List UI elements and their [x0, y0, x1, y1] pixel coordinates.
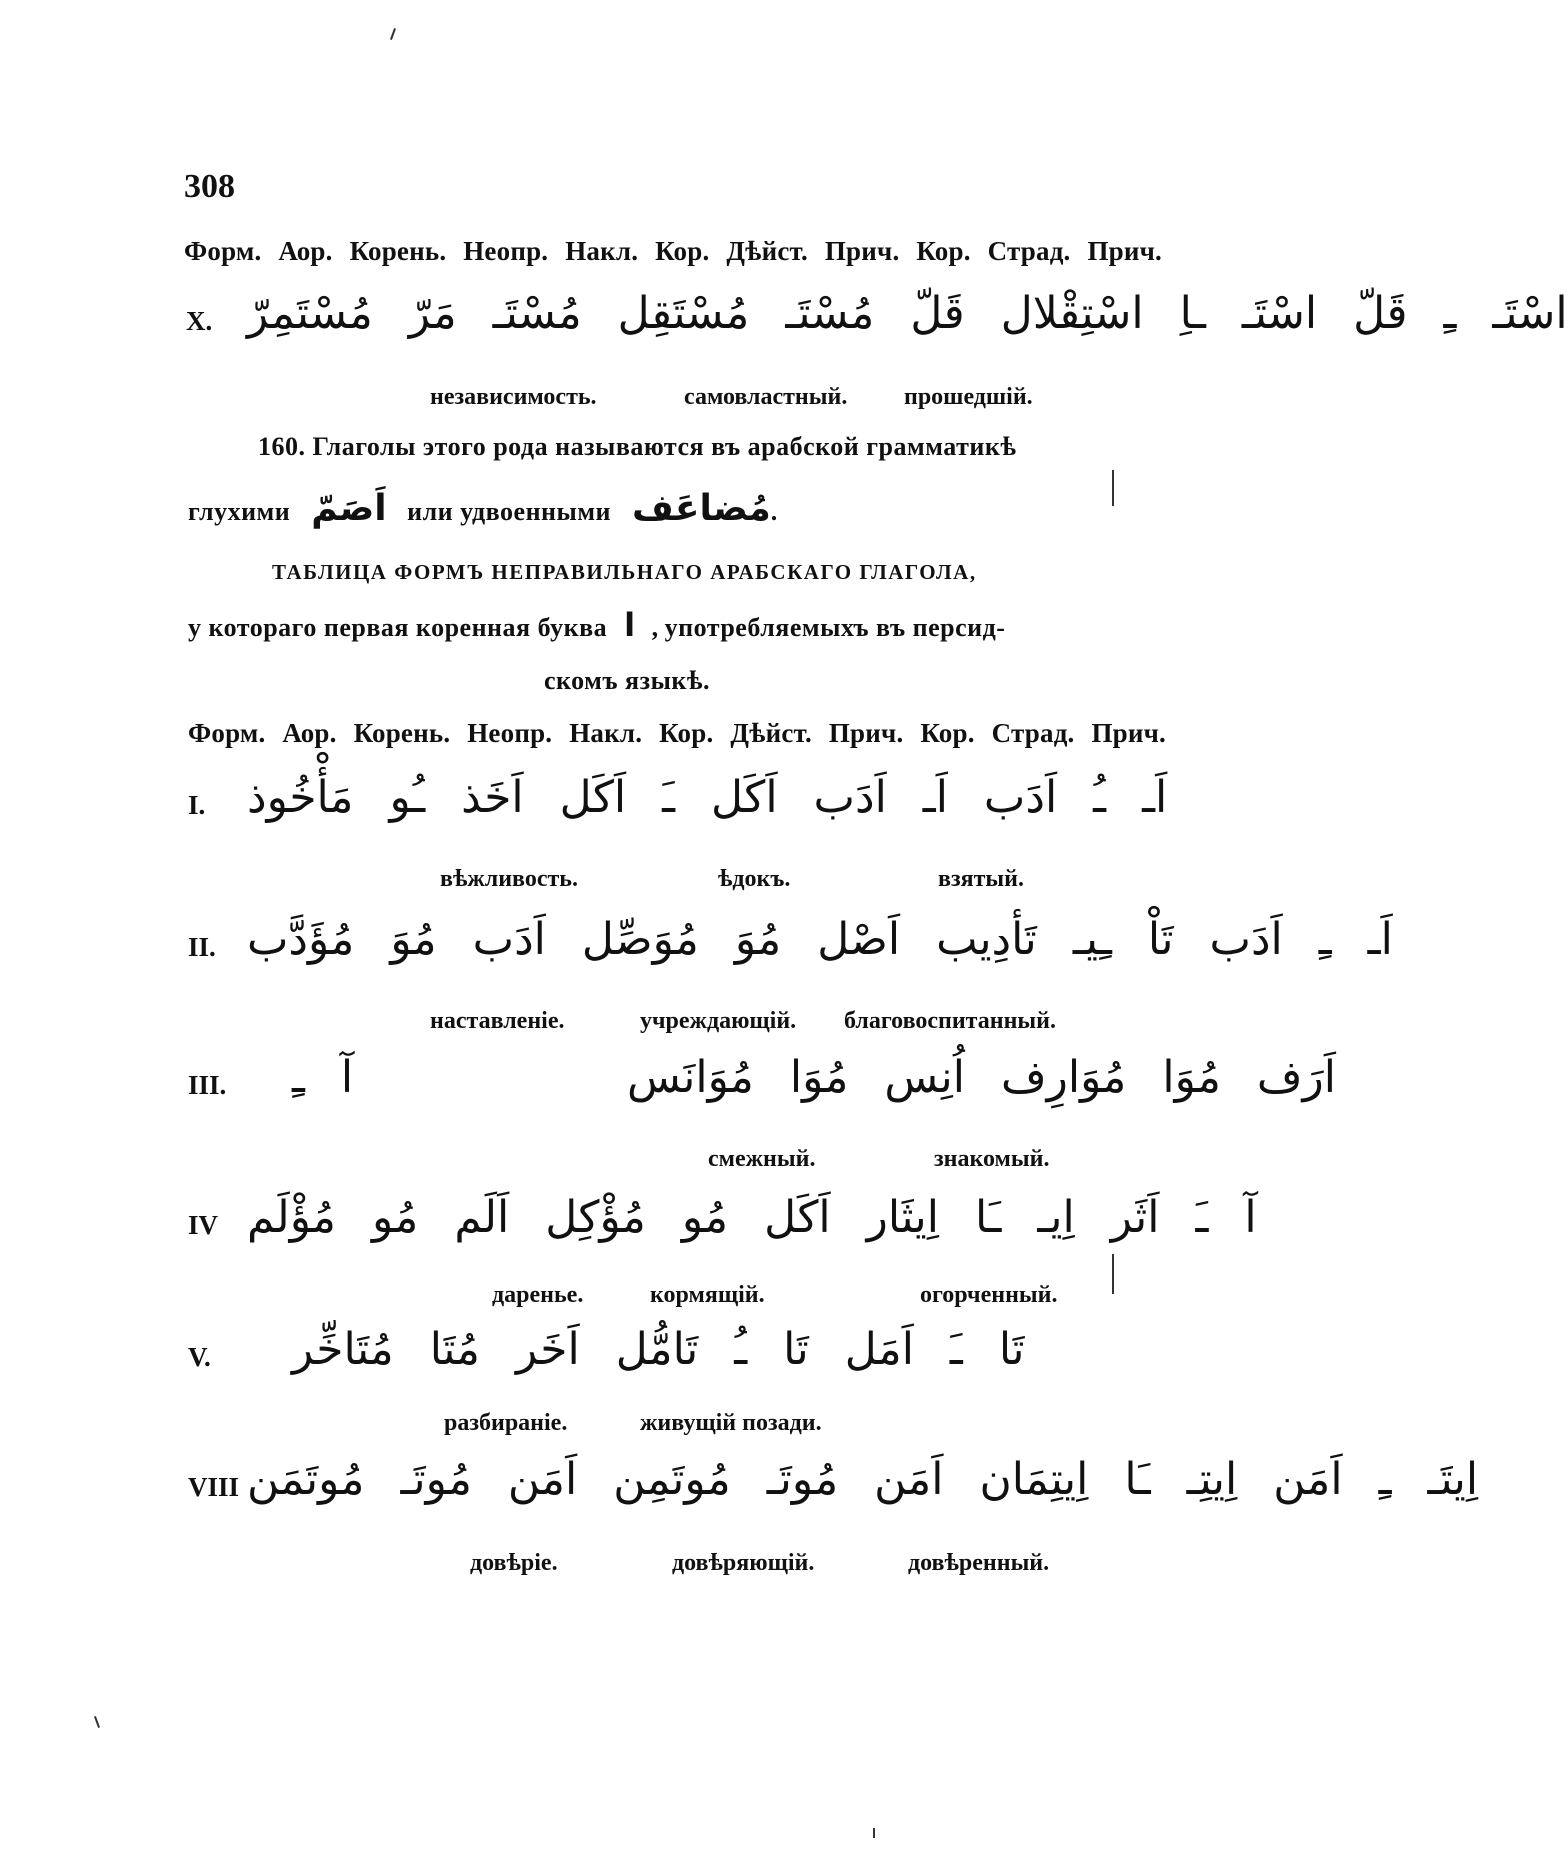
arabic-form: اَكَل — [764, 1192, 831, 1243]
arabic-form: اَخَذ — [461, 772, 524, 823]
arabic-form: ـُ — [1093, 772, 1107, 823]
meaning: ѣдокъ. — [718, 866, 791, 892]
arabic-form: مُسْتَمِرّ — [247, 288, 373, 339]
meaning: вѣжливость. — [440, 866, 578, 892]
arabic-form: اُنِس — [884, 1052, 965, 1103]
arabic-form: تَامُّل — [615, 1324, 699, 1375]
arabic-form: مُوَصِّل — [581, 914, 699, 965]
arabic-form: ـَ — [662, 772, 676, 823]
form-numeral: X. — [186, 306, 213, 336]
arabic-letter: ا — [624, 606, 636, 644]
arabic-forms-row — [605, 1052, 1336, 1103]
arabic-form: ـاِ — [1179, 288, 1206, 339]
arabic-term: مُضاعَف — [632, 488, 771, 529]
arabic-form: اسْتَـ — [1492, 288, 1568, 339]
arabic-form: اَخَر — [516, 1324, 580, 1375]
arabic-forms-row — [225, 1192, 1257, 1243]
arabic-form: اَدَب — [472, 914, 546, 965]
text: у котораго первая коренная буква — [188, 613, 608, 642]
form-numeral: VIII — [188, 1472, 240, 1502]
meaning: кормящій. — [650, 1282, 765, 1308]
arabic-form: مُسْتَـ — [492, 288, 582, 339]
meaning: самовластный. — [684, 384, 848, 410]
arabic-form: مَرّ — [408, 288, 457, 339]
arabic-form: مُؤْلَم — [247, 1192, 336, 1243]
arabic-form: مُؤْكِل — [545, 1192, 646, 1243]
header-cell: Корень. — [353, 718, 451, 748]
arabic-form: اَمَن — [874, 1454, 944, 1505]
header-cell: Кор. — [659, 718, 714, 748]
arabic-form: اَمَن — [1273, 1454, 1343, 1505]
arabic-form: ـِ — [1318, 914, 1332, 965]
meaning: разбираніе. — [444, 1410, 568, 1436]
print-speck — [1112, 1254, 1114, 1294]
arabic-form: ـُو — [389, 772, 426, 823]
header-cell: Страд. — [991, 718, 1075, 748]
text: , употребляемыхъ въ персид- — [651, 613, 1006, 642]
arabic-form: اَدَب — [1209, 914, 1283, 965]
arabic-form: مُوتَـ — [400, 1454, 472, 1505]
arabic-form: ـِيـ — [1072, 914, 1112, 965]
arabic-form: تَاْ — [1147, 914, 1174, 965]
arabic-form: اَصْل — [817, 914, 901, 965]
header-cell: Прич. — [1087, 236, 1163, 266]
arabic-form: ـِ — [292, 1052, 305, 1103]
arabic-form: اَلَم — [454, 1192, 510, 1243]
arabic-form: اِيتِمَان — [979, 1454, 1089, 1505]
arabic-form: اَرَف — [1256, 1052, 1336, 1103]
meaning: дареньe. — [492, 1282, 584, 1308]
header-cell: Кор. — [916, 236, 971, 266]
table-header-form-x — [184, 236, 1172, 267]
meaning: благовоспитанный. — [844, 1008, 1056, 1034]
arabic-form: ـُ — [734, 1324, 748, 1375]
arabic-form: اَثَر — [1110, 1192, 1160, 1243]
arabic-form: مُسْتَقِل — [617, 288, 750, 339]
arabic-form: اَمَل — [844, 1324, 914, 1375]
form-numeral: V. — [188, 1342, 211, 1372]
arabic-form: اَدَب — [983, 772, 1058, 823]
arabic-form: اَـ — [1367, 914, 1393, 965]
arabic-forms-row — [270, 1324, 1025, 1375]
form-numeral: IV — [188, 1210, 219, 1240]
header-cell: Неопр. — [467, 718, 553, 748]
arabic-form: ـَ — [1195, 1192, 1209, 1243]
arabic-form: مُتَاخِّر — [292, 1324, 394, 1375]
meaning: независимость. — [430, 384, 597, 410]
arabic-form: ـَا — [975, 1192, 1002, 1243]
arabic-form: اَمَن — [507, 1454, 578, 1505]
arabic-form: اَكَل — [711, 772, 778, 823]
arabic-form: ـِ — [1378, 1454, 1392, 1505]
arabic-term: اَصَمّ — [311, 488, 387, 529]
arabic-form: اَكَل — [559, 772, 627, 823]
header-cell: Прич. — [824, 236, 900, 266]
print-speck — [390, 28, 396, 40]
form-numeral: II. — [188, 932, 216, 962]
header-cell: Аор. — [278, 236, 333, 266]
meaning: довѣряющій. — [672, 1550, 815, 1576]
arabic-form: قَلّ — [1353, 288, 1408, 339]
arabic-forms-row — [225, 1454, 1479, 1505]
arabic-forms-row — [225, 914, 1393, 965]
arabic-form: اَدَب — [813, 772, 887, 823]
text: глухими — [188, 497, 291, 526]
header-cell: Дѣйст. — [730, 718, 812, 748]
arabic-form: مُوَ — [734, 914, 782, 965]
header-cell: Накл. — [569, 718, 643, 748]
meaning: смежный. — [708, 1146, 816, 1172]
arabic-form: آ — [1244, 1192, 1257, 1243]
header-cell: Страд. — [987, 236, 1071, 266]
arabic-form: قَلّ — [910, 288, 965, 339]
meaning: прошедшій. — [904, 384, 1033, 410]
header-cell: Форм. — [188, 718, 266, 748]
arabic-form: اِيتَـ — [1427, 1454, 1479, 1505]
form-numeral: I. — [188, 790, 206, 820]
arabic-form: ـَا — [1124, 1454, 1151, 1505]
arabic-form-left — [270, 1052, 353, 1103]
header-cell: Кор. — [655, 236, 710, 266]
arabic-form: ـَ — [949, 1324, 963, 1375]
arabic-form: اِيثَار — [866, 1192, 940, 1243]
arabic-form: اسْتِقْلال — [1000, 288, 1144, 339]
arabic-form: مُوَارِف — [1000, 1052, 1127, 1103]
meaning: учреждающій. — [640, 1008, 797, 1034]
arabic-form: مُوَا — [1162, 1052, 1221, 1103]
arabic-forms-row — [225, 288, 1568, 339]
header-cell: Прич. — [828, 718, 904, 748]
arabic-form: اِيـ — [1037, 1192, 1075, 1243]
arabic-form: اَـ — [1142, 772, 1168, 823]
meaning: взятый. — [938, 866, 1024, 892]
meaning: довѣріе. — [470, 1550, 558, 1576]
meaning: живущій позади. — [640, 1410, 822, 1436]
meaning: наставленіе. — [430, 1008, 565, 1034]
meaning: знакомый. — [934, 1146, 1050, 1172]
paragraph-160-line1: 160. Глаголы этого рода называются въ арабской грамматикѣ — [258, 432, 1017, 461]
arabic-form: مُو — [681, 1192, 729, 1243]
header-cell: Корень. — [349, 236, 447, 266]
header-cell: Форм. — [184, 236, 262, 266]
print-speck — [94, 1716, 100, 1728]
print-speck — [1112, 470, 1114, 506]
arabic-form: مُوتَـ — [766, 1454, 839, 1505]
table-title: ТАБЛИЦА ФОРМЪ НЕПРАВИЛЬНАГО АРАБСКАГО ГЛАГОЛА, — [272, 560, 977, 584]
page-number: 308 — [184, 168, 235, 205]
arabic-form: مُوَانَس — [627, 1052, 754, 1103]
text: . — [770, 497, 778, 526]
header-cell: Прич. — [1091, 718, 1167, 748]
arabic-form: مُوَا — [789, 1052, 849, 1103]
paragraph-160-line2 — [188, 488, 777, 529]
arabic-form: مُؤَدَّب — [247, 914, 355, 965]
arabic-form: اسْتَـ — [1241, 288, 1318, 339]
header-cell: Кор. — [920, 718, 975, 748]
header-cell: Накл. — [565, 236, 639, 266]
arabic-form: مُو — [372, 1192, 419, 1243]
meaning: довѣренный. — [908, 1550, 1050, 1576]
arabic-form: مُوَ — [390, 914, 437, 965]
arabic-form: مُتَا — [429, 1324, 480, 1375]
table-subtitle-line1 — [188, 606, 1005, 644]
header-cell: Дѣйст. — [726, 236, 808, 266]
header-cell: Неопр. — [463, 236, 549, 266]
text: или удвоенными — [407, 497, 612, 526]
arabic-form: اَـ — [922, 772, 948, 823]
meaning: огорченный. — [920, 1282, 1058, 1308]
table-subtitle-line2: скомъ языкѣ. — [544, 666, 710, 695]
arabic-form: مُسْتَـ — [785, 288, 875, 339]
arabic-form: مَأْخُوذ — [247, 772, 354, 823]
arabic-form: تَا — [783, 1324, 809, 1375]
header-cell: Аор. — [282, 718, 337, 748]
arabic-form: مُوتَمِن — [613, 1454, 731, 1505]
form-numeral: III. — [188, 1070, 227, 1100]
arabic-forms-row — [225, 772, 1168, 823]
table-header — [188, 718, 1176, 749]
arabic-form: آ — [340, 1052, 354, 1103]
print-speck — [873, 1828, 875, 1838]
arabic-form: تَأدِيب — [936, 914, 1037, 965]
arabic-form: تَا — [998, 1324, 1025, 1375]
arabic-form: ـِ — [1443, 288, 1457, 339]
arabic-form: اِيتِـ — [1186, 1454, 1238, 1505]
arabic-form: مُوتَمَن — [247, 1454, 365, 1505]
